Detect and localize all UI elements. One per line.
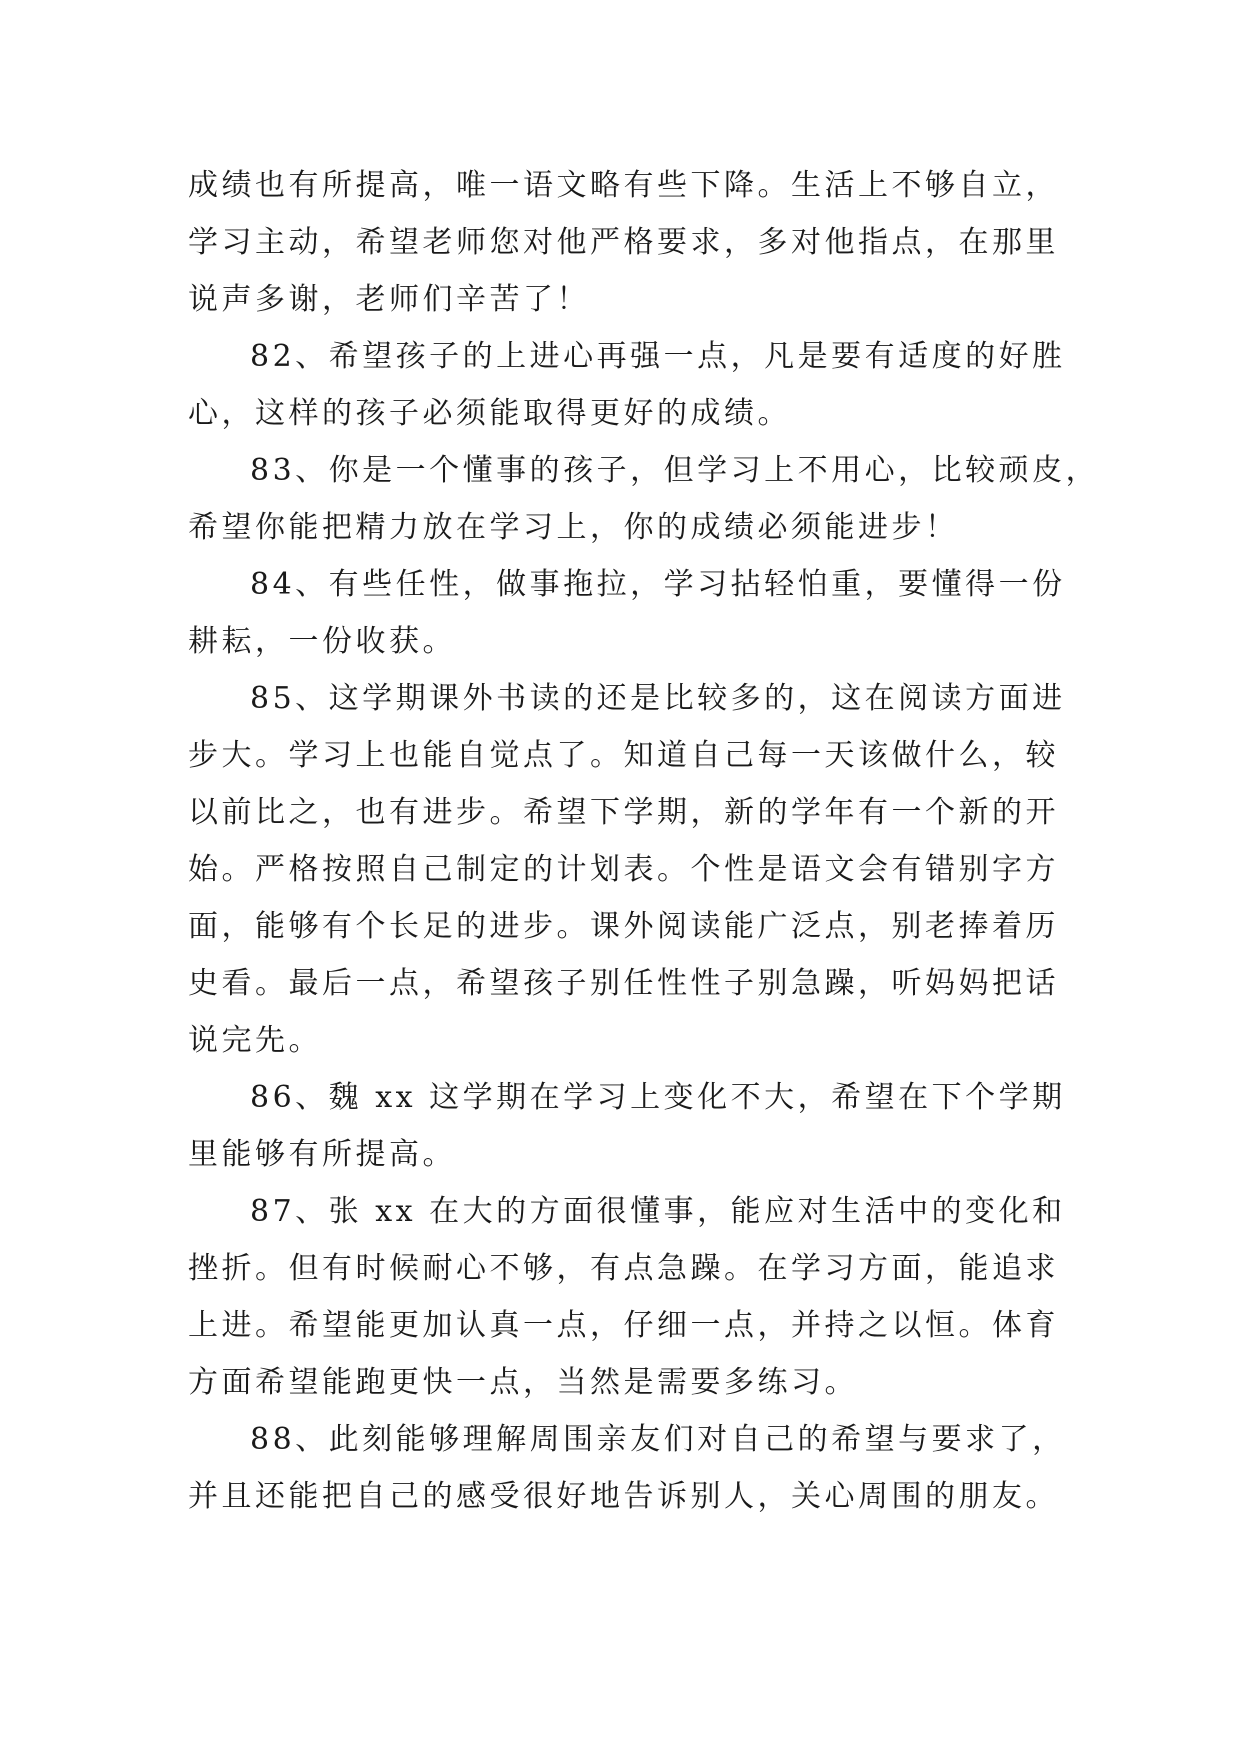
text-line: 耕耘，一份收获。 [188,624,456,659]
text-line: 学习主动，希望老师您对他严格要求，多对他指点，在那里 [188,225,1059,260]
paragraph-84-start: 84、有些任性，做事拖拉，学习拈轻怕重，要懂得一份 [250,567,1066,602]
text-line: 史看。最后一点，希望孩子别任性性子别急躁，听妈妈把话 [188,966,1059,1001]
text-line: 并且还能把自己的感受很好地告诉别人，关心周围的朋友。 [188,1479,1059,1514]
text-line: 以前比之，也有进步。希望下学期，新的学年有一个新的开 [188,795,1059,830]
paragraph-87-start: 87、张 xx 在大的方面很懂事，能应对生活中的变化和 [250,1194,1066,1229]
text-line: 上进。希望能更加认真一点，仔细一点，并持之以恒。体育 [188,1308,1059,1343]
paragraph-83-start: 83、你是一个懂事的孩子，但学习上不用心，比较顽皮， [250,453,1100,488]
paragraph-88-start: 88、此刻能够理解周围亲友们对自己的希望与要求了， [250,1422,1066,1457]
paragraph-85-start: 85、这学期课外书读的还是比较多的，这在阅读方面进 [250,681,1066,716]
paragraph-82-start: 82、希望孩子的上进心再强一点，凡是要有适度的好胜 [250,339,1066,374]
text-line: 步大。学习上也能自觉点了。知道自己每一天该做什么，较 [188,738,1059,773]
text-line: 里能够有所提高。 [188,1137,456,1172]
text-line: 方面希望能跑更快一点，当然是需要多练习。 [188,1365,858,1400]
text-line: 说声多谢，老师们辛苦了！ [188,282,590,317]
text-line: 成绩也有所提高，唯一语文略有些下降。生活上不够自立， [188,168,1059,203]
text-line: 说完先。 [188,1023,322,1058]
text-line: 希望你能把精力放在学习上，你的成绩必须能进步！ [188,510,959,545]
paragraph-86-start: 86、魏 xx 这学期在学习上变化不大，希望在下个学期 [250,1080,1066,1115]
text-line: 面，能够有个长足的进步。课外阅读能广泛点，别老捧着历 [188,909,1059,944]
text-line: 始。严格按照自己制定的计划表。个性是语文会有错别字方 [188,852,1059,887]
text-line: 心，这样的孩子必须能取得更好的成绩。 [188,396,791,431]
text-line: 挫折。但有时候耐心不够，有点急躁。在学习方面，能追求 [188,1251,1059,1286]
